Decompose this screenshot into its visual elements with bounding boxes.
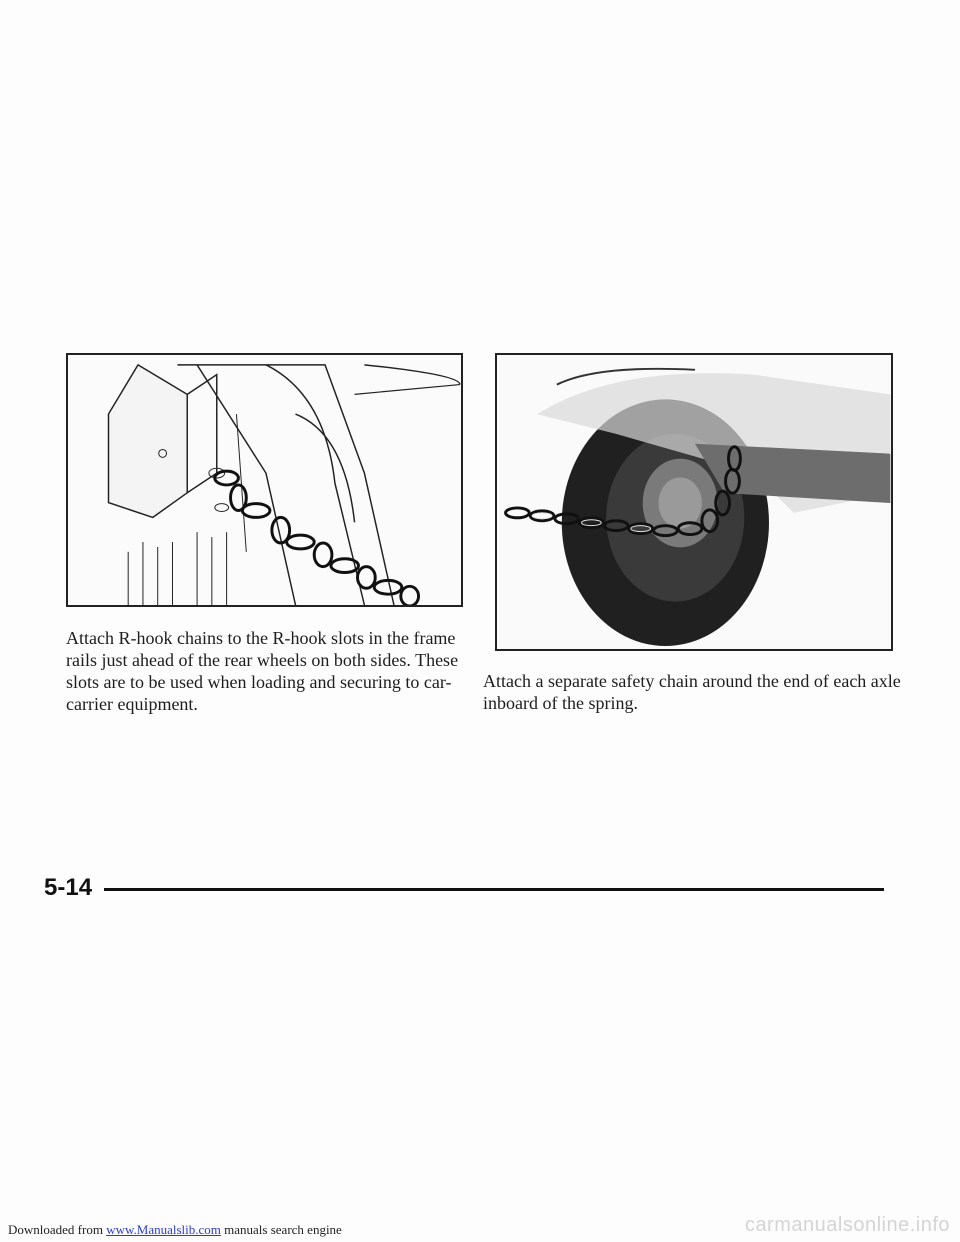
safety-chain-photo [497, 355, 891, 649]
footer-prefix: Downloaded from [8, 1222, 107, 1237]
page-number: 5-14 [44, 874, 93, 901]
caption-r-hook: Attach R-hook chains to the R-hook slots in the frame rails just ahead of the rear wheels on both sides. These slots are to be used when loading and securing to car-carrier equipment. [66, 628, 459, 714]
r-hook-line-drawing [68, 355, 461, 605]
footer-suffix: manuals search engine [220, 1222, 342, 1237]
download-footer [8, 1222, 342, 1238]
manualslib-link[interactable]: www.Manualslib.com [106, 1222, 221, 1237]
safety-chain-illustration [495, 353, 893, 651]
footer-rule [104, 888, 884, 891]
r-hook-illustration [66, 353, 463, 607]
caption-safety-chain: Attach a separate safety chain around the end of each axle inboard of the spring. [483, 671, 901, 713]
watermark: carmanualsonline.info [744, 1214, 950, 1236]
